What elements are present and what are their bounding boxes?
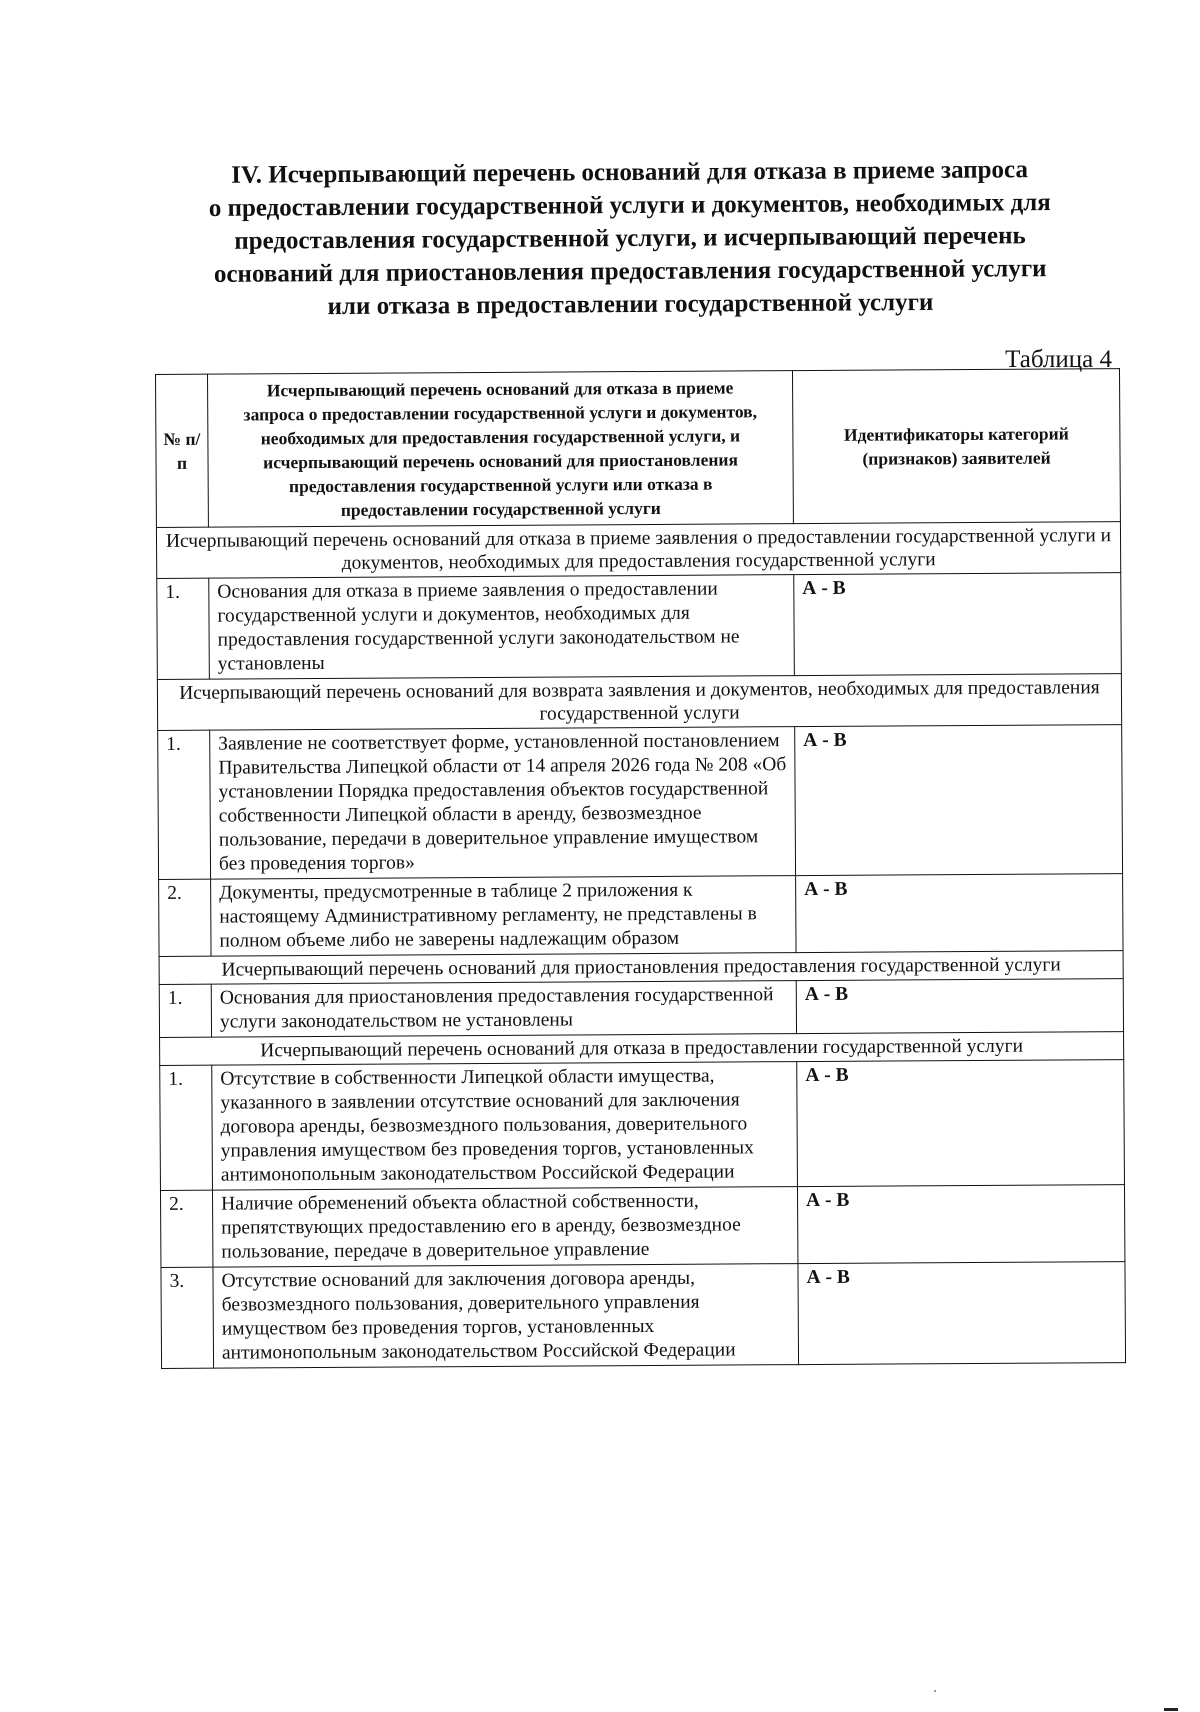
section-row	[156, 522, 1120, 579]
section-title: Исчерпывающий перечень оснований для отказа в предоставлении государственной услуги	[160, 1032, 1124, 1066]
section-title: Исчерпывающий перечень оснований для отказа в приеме заявления о предоставлении государственной услуги и документов, необходимых для предоставления государственной услуги	[156, 522, 1120, 579]
row-ground-text: Отсутствие в собственности Липецкой области имущества, указанного в заявлении отсутствие оснований для заключения договора аренды, безвозмездного пользования, доверительного управления имуществом без проведения торгов, установленных антимонопольным законодательством Российской Федерации	[212, 1062, 798, 1191]
row-ground-text: Заявление не соответствует форме, установленной постановлением Правительства Липецкой области от 14 апреля 2026 года № 208 «Об установлении Порядка предоставления объектов государственной собственности Липецкой области в аренду, безвозмездное пользование, передачи в доверительное управление имуществом без проведения торгов»	[210, 727, 796, 880]
row-number: 1.	[159, 984, 211, 1037]
row-ground-text: Основания для приостановления предоставления государственной услуги законодательством не установлены	[211, 981, 796, 1038]
header-num: № п/п	[156, 374, 209, 527]
row-number: 1.	[157, 578, 210, 679]
section-title: Исчерпывающий перечень оснований для приостановления предоставления государственной услуги	[159, 951, 1123, 985]
scan-dot	[934, 1690, 936, 1692]
heading-line: о предоставлении государственной услуги и документов, необходимых для	[208, 189, 1051, 222]
table-row	[159, 979, 1123, 1038]
table-row	[159, 874, 1123, 957]
row-applicant-id: А - В	[794, 573, 1122, 676]
row-ground-text: Наличие обременений объекта областной собственности, препятствующих предоставлению его в аренду, безвозмездное пользование, передаче в доверительное управление	[212, 1187, 797, 1268]
row-applicant-id: А - В	[796, 874, 1123, 953]
row-ground-text: Основания для отказа в приеме заявления о предоставлении государственной услуги и документов, необходимых для предоставления государственной услуги законодательством не установлены	[209, 575, 795, 680]
table-row	[160, 1185, 1124, 1268]
section-title: Исчерпывающий перечень оснований для возврата заявления и документов, необходимых для предоставления государственной услуги	[157, 674, 1121, 731]
row-ground-text: Документы, предусмотренные в таблице 2 приложения к настоящему Административному регламенту, не представлены в полном объеме либо не заверены надлежащим образом	[211, 876, 796, 957]
row-number: 2.	[160, 1190, 212, 1267]
table-row	[157, 573, 1122, 680]
row-ground-text: Отсутствие оснований для заключения договора аренды, безвозмездного пользования, доверительного управления имуществом без проведения торгов, установленных антимонопольным законодательством Российской Федерации	[213, 1264, 799, 1369]
row-applicant-id: А - В	[795, 725, 1123, 876]
row-number: 2.	[159, 879, 211, 956]
table-row	[160, 1060, 1125, 1191]
heading-line: оснований для приостановления предоставления государственной услуги	[213, 255, 1047, 288]
header-applicant-ids: Идентификаторы категорий (признаков) заявителей	[792, 369, 1120, 524]
scan-artifact	[1164, 1708, 1178, 1711]
row-number: 1.	[158, 730, 211, 879]
heading-line: IV. Исчерпывающий перечень оснований для отказа в приеме запроса	[231, 156, 1028, 189]
section-heading	[159, 153, 1100, 325]
header-grounds: Исчерпывающий перечень оснований для отказа в приеме запроса о предоставлении государственной услуги и документов, необходимых для предоставления государственной услуги, и исчерпывающий перечень оснований для приостановления предоставления государственной услуги или отказа в предоставлении государственной услуги	[208, 371, 794, 528]
row-number: 3.	[161, 1267, 214, 1368]
table-row	[161, 1262, 1126, 1369]
row-applicant-id: А - В	[796, 979, 1123, 1034]
grounds-table	[155, 368, 1126, 1369]
row-applicant-id: А - В	[797, 1060, 1125, 1187]
row-applicant-id: А - В	[797, 1185, 1124, 1264]
section-row	[157, 674, 1121, 731]
table-header-row	[156, 369, 1121, 528]
row-number: 1.	[160, 1065, 213, 1190]
heading-line: предоставления государственной услуги, и исчерпывающий перечень	[234, 222, 1026, 255]
table-row	[158, 725, 1123, 880]
table-caption: Таблица 4	[1005, 346, 1112, 373]
row-applicant-id: А - В	[798, 1262, 1126, 1365]
heading-line: или отказа в предоставлении государственной услуги	[327, 288, 934, 321]
